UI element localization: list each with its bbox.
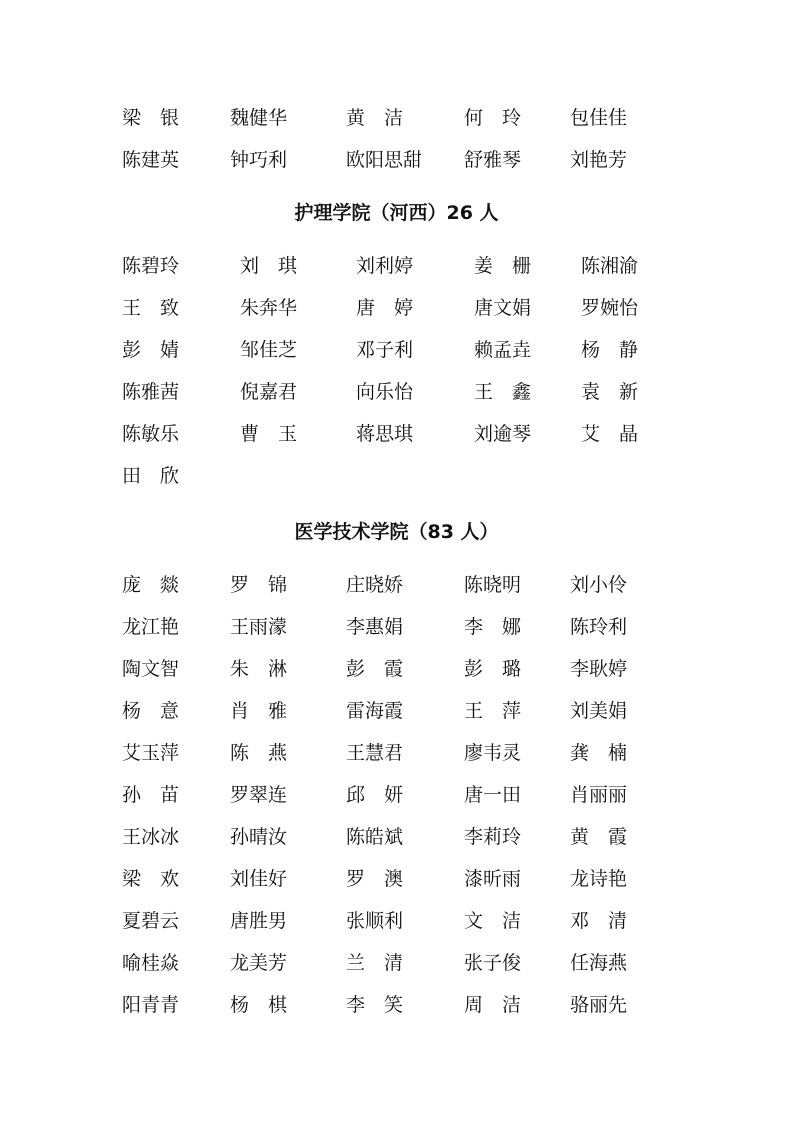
name-cell: 朱奔华 bbox=[240, 297, 298, 319]
name-cell: 唐 婷 bbox=[356, 297, 414, 319]
name-cell: 廖韦灵 bbox=[464, 742, 522, 764]
name-cell: 包佳佳 bbox=[570, 107, 628, 129]
name-cell: 黄 霞 bbox=[570, 826, 628, 848]
name-cell: 彭 璐 bbox=[464, 658, 522, 680]
name-cell: 唐一田 bbox=[464, 784, 522, 806]
name-cell: 阳青青 bbox=[122, 994, 180, 1016]
section-title-medtech: 医学技术学院（83 人） bbox=[294, 521, 499, 543]
name-cell: 姜 栅 bbox=[474, 255, 532, 277]
name-cell: 陈雅茜 bbox=[122, 381, 180, 403]
name-cell: 陈晓明 bbox=[464, 574, 522, 596]
name-cell: 田 欣 bbox=[122, 465, 180, 487]
name-cell: 彭 霞 bbox=[346, 658, 404, 680]
name-cell: 王 鑫 bbox=[474, 381, 532, 403]
name-cell: 欧阳思甜 bbox=[346, 149, 423, 171]
name-cell: 王 致 bbox=[122, 297, 180, 319]
name-cell: 陈玲利 bbox=[570, 616, 628, 638]
name-cell: 陈建英 bbox=[122, 149, 180, 171]
name-cell: 罗 澳 bbox=[346, 868, 404, 890]
name-cell: 艾 晶 bbox=[581, 423, 639, 445]
name-cell: 文 洁 bbox=[464, 910, 522, 932]
name-cell: 唐胜男 bbox=[230, 910, 288, 932]
name-cell: 向乐怡 bbox=[356, 381, 414, 403]
name-cell: 庄晓娇 bbox=[346, 574, 404, 596]
name-cell: 陈敏乐 bbox=[122, 423, 180, 445]
name-cell: 龙江艳 bbox=[122, 616, 180, 638]
name-cell: 兰 清 bbox=[346, 952, 404, 974]
name-cell: 刘逾琴 bbox=[474, 423, 532, 445]
name-cell: 孙 苗 bbox=[122, 784, 180, 806]
name-cell: 王 萍 bbox=[464, 700, 522, 722]
name-cell: 夏碧云 bbox=[122, 910, 180, 932]
name-cell: 杨 意 bbox=[122, 700, 180, 722]
name-cell: 朱 淋 bbox=[230, 658, 288, 680]
name-cell: 王慧君 bbox=[346, 742, 404, 764]
name-cell: 陈 燕 bbox=[230, 742, 288, 764]
name-cell: 杨 棋 bbox=[230, 994, 288, 1016]
name-cell: 陶文智 bbox=[122, 658, 180, 680]
name-cell: 曹 玉 bbox=[240, 423, 298, 445]
name-cell: 艾玉萍 bbox=[122, 742, 180, 764]
name-cell: 陈皓斌 bbox=[346, 826, 404, 848]
name-cell: 罗婉怡 bbox=[581, 297, 639, 319]
name-cell: 邹佳芝 bbox=[240, 339, 298, 361]
name-cell: 龙诗艳 bbox=[570, 868, 628, 890]
name-cell: 邓 清 bbox=[570, 910, 628, 932]
name-cell: 肖丽丽 bbox=[570, 784, 628, 806]
name-cell: 梁 银 bbox=[122, 107, 180, 129]
name-cell: 龙美芳 bbox=[230, 952, 288, 974]
name-cell: 王冰冰 bbox=[122, 826, 180, 848]
name-cell: 刘小伶 bbox=[570, 574, 628, 596]
name-cell: 陈湘渝 bbox=[581, 255, 639, 277]
name-cell: 龚 楠 bbox=[570, 742, 628, 764]
name-cell: 刘艳芳 bbox=[570, 149, 628, 171]
name-cell: 赖孟垚 bbox=[474, 339, 532, 361]
section-title-nursing: 护理学院（河西）26 人 bbox=[294, 202, 499, 224]
name-cell: 罗 锦 bbox=[230, 574, 288, 596]
name-cell: 黄 洁 bbox=[346, 107, 404, 129]
name-cell: 彭 婧 bbox=[122, 339, 180, 361]
name-cell: 李 笑 bbox=[346, 994, 404, 1016]
name-cell: 邱 妍 bbox=[346, 784, 404, 806]
name-cell: 杨 静 bbox=[581, 339, 639, 361]
name-cell: 袁 新 bbox=[581, 381, 639, 403]
name-cell: 庞 燚 bbox=[122, 574, 180, 596]
name-cell: 罗翠连 bbox=[230, 784, 288, 806]
name-cell: 刘美娟 bbox=[570, 700, 628, 722]
name-cell: 刘利婷 bbox=[356, 255, 414, 277]
name-cell: 任海燕 bbox=[570, 952, 628, 974]
name-cell: 刘佳好 bbox=[230, 868, 288, 890]
name-cell: 孙晴汝 bbox=[230, 826, 288, 848]
name-cell: 张子俊 bbox=[464, 952, 522, 974]
name-cell: 李 娜 bbox=[464, 616, 522, 638]
name-cell: 骆丽先 bbox=[570, 994, 628, 1016]
name-cell: 李耿婷 bbox=[570, 658, 628, 680]
name-cell: 李惠娟 bbox=[346, 616, 404, 638]
name-cell: 王雨濛 bbox=[230, 616, 288, 638]
name-cell: 漆昕雨 bbox=[464, 868, 522, 890]
name-cell: 钟巧利 bbox=[230, 149, 288, 171]
name-cell: 周 洁 bbox=[464, 994, 522, 1016]
name-cell: 唐文娟 bbox=[474, 297, 532, 319]
name-cell: 喻桂焱 bbox=[122, 952, 180, 974]
name-cell: 邓子利 bbox=[356, 339, 414, 361]
name-cell: 舒雅琴 bbox=[464, 149, 522, 171]
name-cell: 蒋思琪 bbox=[356, 423, 414, 445]
name-cell: 梁 欢 bbox=[122, 868, 180, 890]
name-cell: 张顺利 bbox=[346, 910, 404, 932]
name-cell: 刘 琪 bbox=[240, 255, 298, 277]
name-cell: 魏健华 bbox=[230, 107, 288, 129]
name-cell: 雷海霞 bbox=[346, 700, 404, 722]
name-cell: 李莉玲 bbox=[464, 826, 522, 848]
name-cell: 陈碧玲 bbox=[122, 255, 180, 277]
name-cell: 倪嘉君 bbox=[240, 381, 298, 403]
name-cell: 何 玲 bbox=[464, 107, 522, 129]
name-cell: 肖 雅 bbox=[230, 700, 288, 722]
